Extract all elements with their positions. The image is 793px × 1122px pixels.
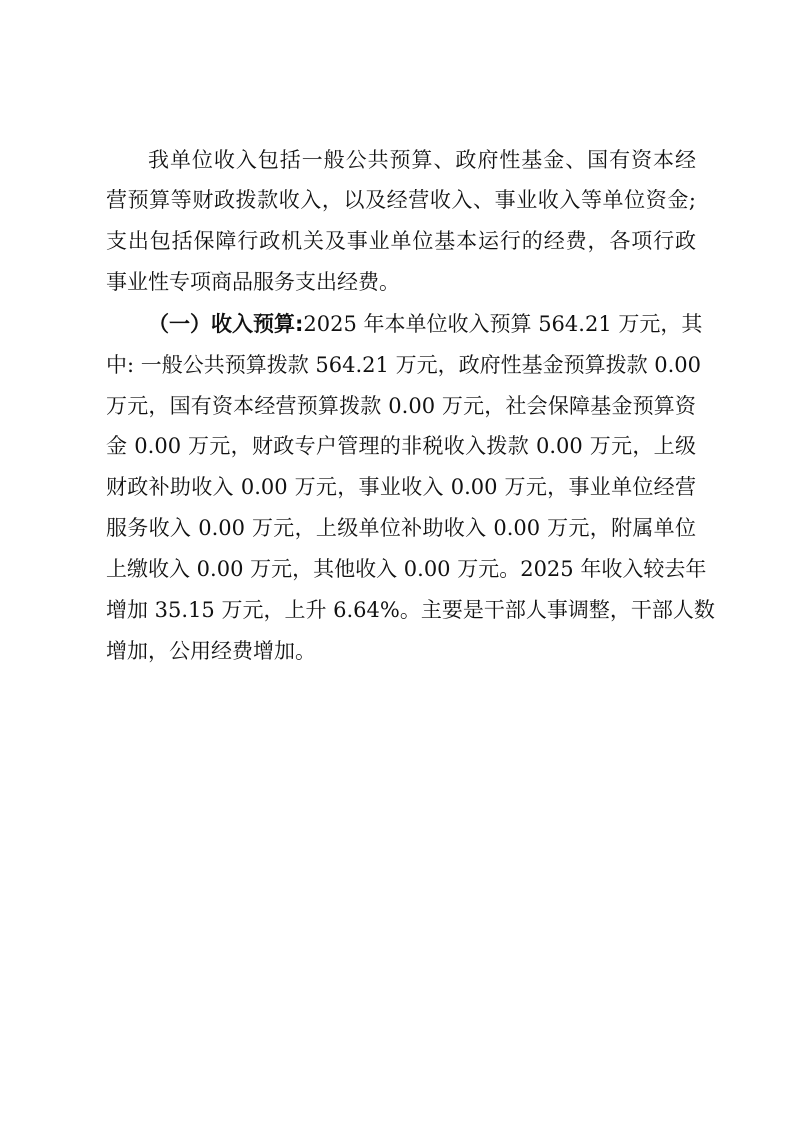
- paragraph-line: 事业性专项商品服务支出经费。: [106, 270, 400, 294]
- paragraph-first-line: [148, 309, 703, 339]
- paragraph-line: 增加，公用经费增加。: [106, 639, 316, 663]
- paragraph-line: 万元，国有资本经营预算拨款 0.00 万元，社会保障基金预算资: [106, 394, 696, 418]
- paragraph-line: 中: 一般公共预算拨款 564.21 万元，政府性基金预算拨款 0.00: [106, 353, 702, 377]
- paragraph-line: 我单位收入包括一般公共预算、政府性基金、国有资本经: [148, 148, 696, 172]
- paragraph-line: 服务收入 0.00 万元，上级单位补助收入 0.00 万元，附属单位: [106, 516, 696, 540]
- paragraph-line: 金 0.00 万元，财政专户管理的非税收入拨款 0.00 万元，上级: [106, 434, 696, 458]
- paragraph-line: 营预算等财政拨款收入，以及经营收入、事业收入等单位资金;: [106, 188, 696, 212]
- paragraph-line: 财政补助收入 0.00 万元，事业收入 0.00 万元，事业单位经营: [106, 475, 696, 499]
- paragraph-line: 增加 35.15 万元，上升 6.64%。主要是干部人事调整，干部人数: [106, 598, 715, 622]
- first-line-text: 2025 年本单位收入预算 564.21 万元，其: [303, 312, 703, 336]
- paragraph-line: 支出包括保障行政机关及事业单位基本运行的经费，各项行政: [106, 229, 696, 253]
- paragraph-line: 上缴收入 0.00 万元，其他收入 0.00 万元。2025 年收入较去年: [106, 557, 707, 581]
- section-heading: （一）收入预算:: [148, 312, 304, 336]
